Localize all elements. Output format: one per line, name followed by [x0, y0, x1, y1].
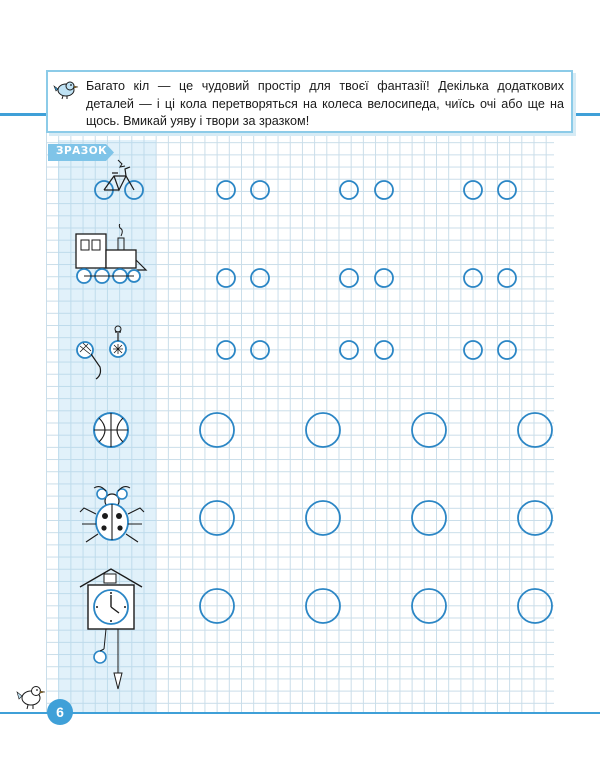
small-circle	[375, 181, 393, 199]
large-circle	[412, 501, 446, 535]
large-circle	[518, 589, 552, 623]
small-circle	[340, 181, 358, 199]
small-circle	[217, 181, 235, 199]
large-circle	[306, 501, 340, 535]
small-circle	[498, 181, 516, 199]
large-circle	[518, 413, 552, 447]
small-circle	[375, 269, 393, 287]
large-circle	[306, 413, 340, 447]
large-circle	[412, 413, 446, 447]
small-circle	[251, 269, 269, 287]
large-circle	[200, 501, 234, 535]
small-circle	[464, 341, 482, 359]
instruction-text: Багато кіл — це чудовий простір для твоєї фантазії! Декілька додаткових деталей — і ці кола перетворяться на колеса велосипеда, чиїсь очі або ще на щось. Вмикай уяву і твори за зразком!	[86, 79, 564, 129]
small-circle	[498, 269, 516, 287]
page-number: 6	[47, 699, 73, 725]
small-circle	[217, 269, 235, 287]
corner-bird-icon	[16, 682, 46, 710]
small-circle	[375, 341, 393, 359]
small-circle	[464, 269, 482, 287]
small-circle	[217, 341, 235, 359]
small-circle	[464, 181, 482, 199]
small-circle	[340, 341, 358, 359]
small-circle	[498, 341, 516, 359]
large-circle	[200, 589, 234, 623]
small-circle	[251, 341, 269, 359]
sample-label: ЗРАЗОК	[56, 145, 108, 157]
large-circle	[200, 413, 234, 447]
large-circle	[412, 589, 446, 623]
small-circle	[251, 181, 269, 199]
large-circle	[306, 589, 340, 623]
small-circle	[340, 269, 358, 287]
large-circle	[518, 501, 552, 535]
